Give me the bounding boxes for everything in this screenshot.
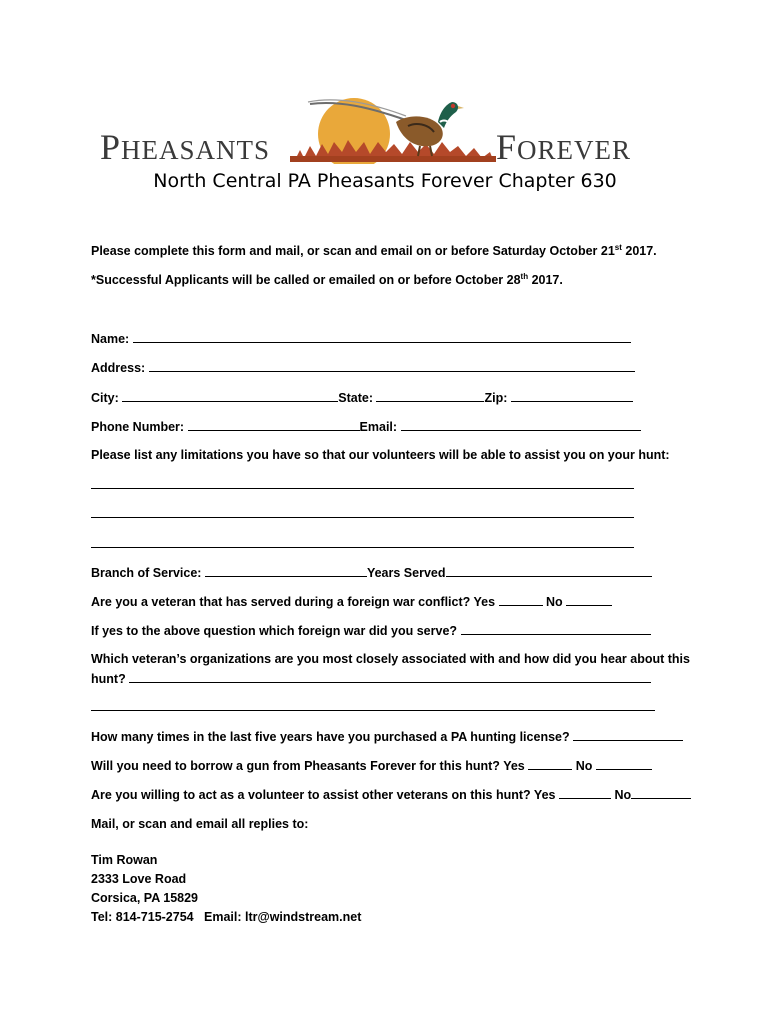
city-state-zip-row — [91, 389, 633, 406]
borrow-yes-field[interactable] — [528, 757, 572, 770]
email-label: Email: — [359, 420, 398, 434]
volunteer-no-label: No — [614, 788, 632, 802]
instruction-deadline: Please complete this form and mail, or scan and email on or before Saturday October 21st 2017. — [91, 243, 657, 258]
branch-field[interactable] — [205, 564, 367, 577]
years-field[interactable] — [446, 564, 652, 577]
borrow-yes-label: Yes — [503, 759, 525, 773]
phone-email-row — [91, 418, 641, 435]
war-row — [91, 622, 651, 639]
mail-heading: Mail, or scan and email all replies to: — [91, 817, 309, 831]
limitations-label: Please list any limitations you have so that our volunteers will be able to assist you on your hunt: — [91, 448, 670, 462]
volunteer-no-field[interactable] — [631, 786, 691, 799]
mail-contact: Tel: 814-715-2754 Email: ltr@windstream.net — [91, 910, 362, 924]
limitations-field-2[interactable] — [91, 517, 634, 518]
borrow-no-field[interactable] — [596, 757, 652, 770]
license-field[interactable] — [573, 728, 683, 741]
borrow-row — [91, 757, 652, 774]
city-field[interactable] — [122, 389, 338, 402]
limitations-field-3[interactable] — [91, 547, 634, 548]
orgs-question-line1: Which veteran’s organizations are you most closely associated with and how did you hear about this — [91, 652, 690, 666]
address-field[interactable] — [149, 359, 635, 372]
limitations-field-1[interactable] — [91, 488, 634, 489]
name-row — [91, 330, 631, 347]
pheasant-sun-icon — [290, 92, 500, 164]
state-label: State: — [338, 391, 373, 405]
volunteer-row — [91, 786, 691, 803]
years-label: Years Served — [366, 566, 446, 580]
pheasants-forever-logo — [98, 92, 653, 167]
volunteer-yes-label: Yes — [533, 788, 556, 802]
page-title: North Central PA Pheasants Forever Chapter 630 — [153, 170, 617, 192]
address-row — [91, 359, 635, 376]
mail-street: 2333 Love Road — [91, 872, 187, 886]
state-field[interactable] — [376, 389, 484, 402]
borrow-question: Will you need to borrow a gun from Pheasants Forever for this hunt? — [91, 759, 500, 773]
phone-field[interactable] — [188, 418, 360, 431]
volunteer-yes-field[interactable] — [559, 786, 611, 799]
address-label: Address: — [91, 361, 146, 375]
mail-name: Tim Rowan — [91, 853, 158, 867]
phone-label: Phone Number: — [91, 420, 185, 434]
service-row — [91, 564, 652, 581]
borrow-no-label: No — [575, 759, 593, 773]
zip-field[interactable] — [511, 389, 633, 402]
city-label: City: — [91, 391, 119, 405]
war-field[interactable] — [461, 622, 651, 635]
war-question: If yes to the above question which foreign war did you serve? — [91, 624, 458, 638]
email-field[interactable] — [401, 418, 641, 431]
orgs-field-1[interactable] — [129, 670, 651, 683]
orgs-row — [91, 670, 651, 687]
name-label: Name: — [91, 332, 130, 346]
name-field[interactable] — [133, 330, 631, 343]
orgs-question-line2: hunt? — [91, 672, 126, 686]
veteran-no-field[interactable] — [566, 593, 612, 606]
veteran-no-label: No — [546, 595, 563, 609]
logo-word-left: PHEASANTS — [100, 127, 271, 167]
zip-label: Zip: — [484, 391, 508, 405]
instruction-notification: *Successful Applicants will be called or emailed on or before October 28th 2017. — [91, 272, 563, 287]
branch-label: Branch of Service: — [91, 566, 202, 580]
logo-word-right: FOREVER — [496, 127, 632, 167]
license-question: How many times in the last five years have you purchased a PA hunting license? — [91, 730, 570, 744]
veteran-question: Are you a veteran that has served during a foreign war conflict? Yes — [91, 595, 496, 609]
veteran-row — [91, 593, 612, 610]
orgs-field-2[interactable] — [91, 710, 655, 711]
mail-city: Corsica, PA 15829 — [91, 891, 199, 905]
volunteer-question: Are you willing to act as a volunteer to assist other veterans on this hunt? — [91, 788, 531, 802]
license-row — [91, 728, 683, 745]
veteran-yes-field[interactable] — [499, 593, 543, 606]
